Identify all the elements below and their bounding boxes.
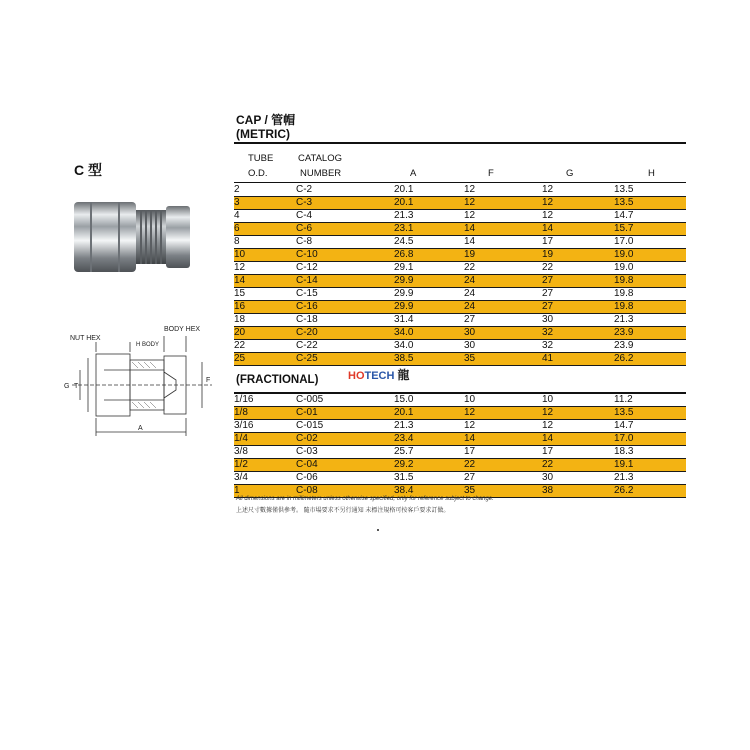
tube-od-cell: 14: [234, 275, 296, 288]
metric-row: [234, 236, 686, 249]
catalog-number-cell: C-03: [296, 446, 394, 459]
tube-od-cell: 1/16: [234, 394, 296, 407]
note-english: All dimensions are in millimeters unless otherwise specified, only for reference subject to change.: [236, 496, 494, 502]
dim-h-cell: 26.2: [614, 353, 686, 366]
metric-row: [234, 197, 686, 210]
catalog-number-cell: C-18: [296, 314, 394, 327]
dim-f-cell: 12: [464, 407, 542, 420]
dim-a-cell: 25.7: [394, 446, 464, 459]
fractional-table: [234, 394, 686, 498]
metric-row: [234, 301, 686, 314]
dim-a-cell: 31.4: [394, 314, 464, 327]
fractional-row: [234, 472, 686, 485]
header-g: G: [566, 168, 574, 179]
dim-f-cell: 27: [464, 314, 542, 327]
dim-g-cell: 27: [542, 275, 614, 288]
catalog-number-cell: C-02: [296, 433, 394, 446]
header-h: H: [648, 168, 655, 179]
dim-h-cell: 19.8: [614, 301, 686, 314]
header-od: O.D.: [248, 168, 268, 179]
metric-row: [234, 210, 686, 223]
catalog-number-cell: C-14: [296, 275, 394, 288]
catalog-number-cell: C-6: [296, 223, 394, 236]
table-title: CAP / 管帽: [236, 113, 296, 127]
dim-a-cell: 29.9: [394, 301, 464, 314]
tube-od-cell: 3/8: [234, 446, 296, 459]
catalog-number-cell: C-10: [296, 249, 394, 262]
dim-f-cell: 22: [464, 459, 542, 472]
fractional-row: [234, 446, 686, 459]
dim-f-cell: 12: [464, 210, 542, 223]
tube-od-cell: 1/2: [234, 459, 296, 472]
metric-row: [234, 288, 686, 301]
header-a: A: [410, 168, 417, 179]
cap-fitting-photo: [70, 192, 192, 282]
catalog-number-cell: C-15: [296, 288, 394, 301]
catalog-number-cell: C-8: [296, 236, 394, 249]
fractional-row: [234, 407, 686, 420]
dim-f-cell: 24: [464, 301, 542, 314]
dim-g-cell: 32: [542, 340, 614, 353]
metric-row: [234, 314, 686, 327]
dim-a-cell: 20.1: [394, 184, 464, 197]
dim-f-cell: 12: [464, 420, 542, 433]
cap-dimension-drawing: [52, 322, 224, 440]
fractional-row: [234, 394, 686, 407]
tube-od-cell: 12: [234, 262, 296, 275]
dim-f-cell: 12: [464, 197, 542, 210]
dim-a-cell: 29.9: [394, 288, 464, 301]
dim-g-cell: 30: [542, 472, 614, 485]
dim-g-cell: 19: [542, 249, 614, 262]
catalog-number-cell: C-08: [296, 485, 394, 498]
catalog-number-cell: C-015: [296, 420, 394, 433]
header-rule: [234, 182, 686, 183]
fractional-row: [234, 433, 686, 446]
dim-f-cell: 14: [464, 433, 542, 446]
header-number: NUMBER: [300, 168, 342, 179]
tube-od-cell: 15: [234, 288, 296, 301]
dim-h-cell: 19.8: [614, 275, 686, 288]
dim-a-cell: 21.3: [394, 210, 464, 223]
header-tube: TUBE: [248, 153, 274, 164]
tube-od-cell: 1: [234, 485, 296, 498]
catalog-number-cell: C-06: [296, 472, 394, 485]
dim-f-cell: 35: [464, 485, 542, 498]
body-hex-label: BODY HEX: [164, 326, 201, 333]
tube-od-cell: 25: [234, 353, 296, 366]
dim-f-cell: 10: [464, 394, 542, 407]
dim-a-cell: 31.5: [394, 472, 464, 485]
dim-a-cell: 24.5: [394, 236, 464, 249]
catalog-number-cell: C-20: [296, 327, 394, 340]
nut-hex-label: NUT HEX: [70, 335, 101, 342]
tube-od-cell: 3/16: [234, 420, 296, 433]
dim-f-cell: 35: [464, 353, 542, 366]
hotech-logo: [348, 366, 410, 383]
fractional-row: [234, 459, 686, 472]
logo-ho: HO: [348, 370, 365, 382]
dim-h-cell: 13.5: [614, 197, 686, 210]
dim-g-cell: 12: [542, 184, 614, 197]
dim-h-cell: 13.5: [614, 407, 686, 420]
dim-h-cell: 19.0: [614, 262, 686, 275]
tube-od-cell: 6: [234, 223, 296, 236]
dim-f-cell: 27: [464, 472, 542, 485]
fractional-row: [234, 420, 686, 433]
tube-od-cell: 8: [234, 236, 296, 249]
dim-f-cell: 12: [464, 184, 542, 197]
dim-g-cell: 22: [542, 459, 614, 472]
tube-od-cell: 1/4: [234, 433, 296, 446]
metric-row: [234, 340, 686, 353]
dim-a-cell: 21.3: [394, 420, 464, 433]
table-header: [234, 151, 686, 183]
dim-h-cell: 23.9: [614, 327, 686, 340]
dim-a-cell: 20.1: [394, 197, 464, 210]
dim-g-cell: 22: [542, 262, 614, 275]
metric-row: [234, 249, 686, 262]
dim-f-cell: 24: [464, 288, 542, 301]
dim-f-cell: 17: [464, 446, 542, 459]
catalog-number-cell: C-16: [296, 301, 394, 314]
dim-a-cell: 20.1: [394, 407, 464, 420]
dim-h-cell: 13.5: [614, 184, 686, 197]
dim-g-cell: 12: [542, 210, 614, 223]
header-catalog: CATALOG: [298, 153, 342, 164]
dim-f-cell: 14: [464, 223, 542, 236]
dim-a-cell: 29.2: [394, 459, 464, 472]
metric-row: [234, 223, 686, 236]
tube-od-cell: 3: [234, 197, 296, 210]
dim-a-cell: 34.0: [394, 327, 464, 340]
header-f: F: [488, 168, 494, 179]
dim-a-cell: 23.1: [394, 223, 464, 236]
dim-a-label: A: [138, 425, 143, 432]
tube-od-cell: 3/4: [234, 472, 296, 485]
dim-h-cell: 19.8: [614, 288, 686, 301]
top-rule: [234, 142, 686, 144]
metric-row: [234, 327, 686, 340]
dim-h-cell: 21.3: [614, 472, 686, 485]
dim-g-cell: 12: [542, 407, 614, 420]
note-chinese: 上述尺寸數據僅供參考。 隨市場要求不另行通知 未標注規格可按客戶要求訂做。: [236, 508, 450, 514]
tube-od-cell: 2: [234, 184, 296, 197]
dim-h-cell: 17.0: [614, 433, 686, 446]
dim-g-cell: 38: [542, 485, 614, 498]
dim-g-cell: 41: [542, 353, 614, 366]
table-title-block: [236, 113, 295, 141]
dim-g-cell: 27: [542, 301, 614, 314]
dim-a-cell: 29.9: [394, 275, 464, 288]
catalog-number-cell: C-01: [296, 407, 394, 420]
metric-row: [234, 184, 686, 197]
dim-g-cell: 17: [542, 446, 614, 459]
dim-h-cell: 14.7: [614, 420, 686, 433]
dim-f-cell: 30: [464, 327, 542, 340]
dim-a-cell: 38.5: [394, 353, 464, 366]
tube-od-cell: 18: [234, 314, 296, 327]
catalog-number-cell: C-4: [296, 210, 394, 223]
dim-a-cell: 23.4: [394, 433, 464, 446]
catalog-number-cell: C-12: [296, 262, 394, 275]
tube-od-cell: 22: [234, 340, 296, 353]
dim-f-cell: 19: [464, 249, 542, 262]
table-subtitle: (METRIC): [236, 127, 290, 141]
tube-od-cell: 20: [234, 327, 296, 340]
dim-g-cell: 12: [542, 420, 614, 433]
logo-tech: TECH: [364, 370, 395, 382]
dim-g-label: G: [64, 383, 70, 390]
catalog-number-cell: C-04: [296, 459, 394, 472]
dim-f-cell: 22: [464, 262, 542, 275]
catalog-number-cell: C-25: [296, 353, 394, 366]
dim-g-cell: 12: [542, 197, 614, 210]
stray-dot: [377, 529, 379, 531]
dim-g-cell: 17: [542, 236, 614, 249]
dim-a-cell: 15.0: [394, 394, 464, 407]
dim-f-cell: 24: [464, 275, 542, 288]
dim-h-cell: 17.0: [614, 236, 686, 249]
dim-h-cell: 15.7: [614, 223, 686, 236]
metric-row: [234, 275, 686, 288]
dim-h-cell: 19.0: [614, 249, 686, 262]
catalog-number-cell: C-22: [296, 340, 394, 353]
fractional-title: (FRACTIONAL): [236, 374, 319, 386]
dim-h-cell: 18.3: [614, 446, 686, 459]
h-body-label: H BODY: [136, 342, 160, 348]
dim-a-cell: 38.4: [394, 485, 464, 498]
dim-f-cell: 30: [464, 340, 542, 353]
dim-g-cell: 27: [542, 288, 614, 301]
dim-g-cell: 30: [542, 314, 614, 327]
tube-od-cell: 1/8: [234, 407, 296, 420]
dim-h-cell: 14.7: [614, 210, 686, 223]
dim-h-cell: 11.2: [614, 394, 686, 407]
tube-od-cell: 16: [234, 301, 296, 314]
dim-g-cell: 14: [542, 433, 614, 446]
metric-row: [234, 262, 686, 275]
dim-g-cell: 14: [542, 223, 614, 236]
metric-table: [234, 184, 686, 366]
tube-od-cell: 10: [234, 249, 296, 262]
metric-row: [234, 353, 686, 366]
dim-h-cell: 21.3: [614, 314, 686, 327]
catalog-number-cell: C-005: [296, 394, 394, 407]
dim-h-cell: 19.1: [614, 459, 686, 472]
dim-h-cell: 26.2: [614, 485, 686, 498]
dim-t-label: T: [74, 383, 79, 390]
tube-od-cell: 4: [234, 210, 296, 223]
dim-a-cell: 29.1: [394, 262, 464, 275]
dim-g-cell: 10: [542, 394, 614, 407]
product-type-label: C 型: [74, 162, 102, 178]
logo-mark: 龍: [397, 368, 410, 382]
dim-a-cell: 26.8: [394, 249, 464, 262]
dim-f-label: F: [206, 377, 211, 384]
catalog-number-cell: C-2: [296, 184, 394, 197]
dim-g-cell: 32: [542, 327, 614, 340]
dim-a-cell: 34.0: [394, 340, 464, 353]
catalog-number-cell: C-3: [296, 197, 394, 210]
dim-h-cell: 23.9: [614, 340, 686, 353]
dim-f-cell: 14: [464, 236, 542, 249]
